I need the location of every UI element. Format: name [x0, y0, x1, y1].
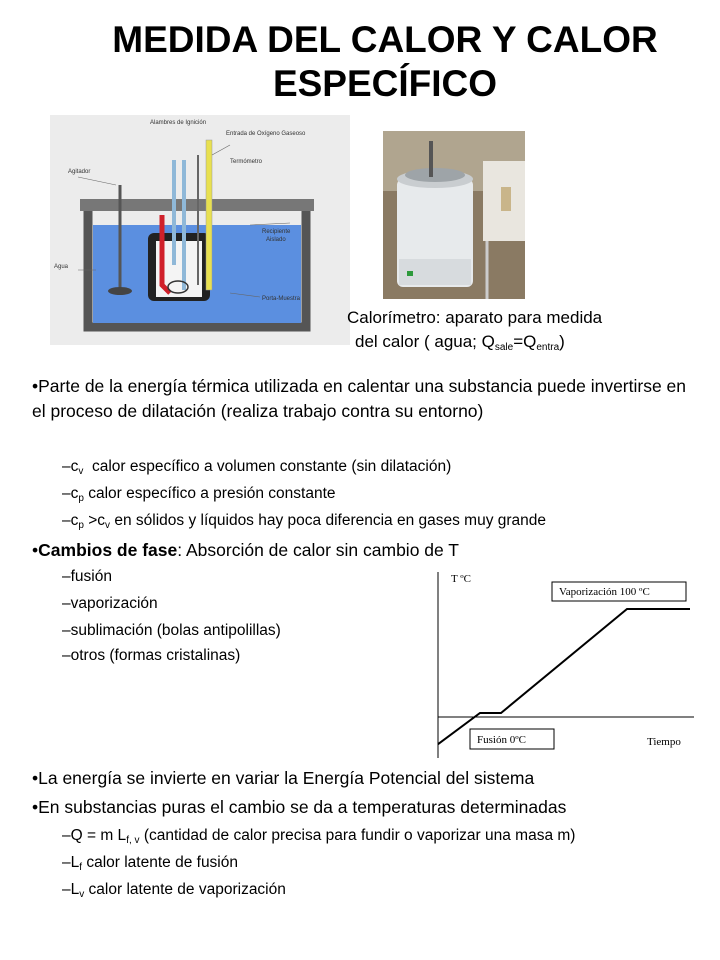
label-recipiente-2: Aislado: [266, 237, 286, 243]
caption-text-b: =Q: [513, 332, 537, 351]
calorimeter-photo: [383, 131, 525, 299]
phase-sublimacion: –sublimación (bolas antipolillas): [62, 622, 281, 639]
cpcv-pre: –c: [62, 512, 79, 529]
sub-item-cp: [62, 484, 336, 504]
page-title: [0, 18, 720, 106]
label-alambres: Alambres de Ignición: [150, 120, 207, 126]
phase-otros: –otros (formas cristalinas): [62, 647, 241, 664]
label-termometro: Termómetro: [230, 159, 263, 165]
q-text: (cantidad de calor precisa para fundir o vaporizar una masa m): [139, 827, 576, 844]
vaporizacion-label: Vaporización 100 ºC: [559, 586, 650, 598]
bullet-dilatacion: •Parte de la energía térmica utilizada en calentar una substancia puede invertirse en el proceso de dilatación (realiza trabajo contra su entorno): [32, 376, 687, 421]
x-axis-label: Tiempo: [647, 736, 681, 748]
label-porta-muestra: Porta-Muestra: [262, 296, 301, 302]
y-axis-label: T ºC: [451, 573, 472, 585]
caption-text-a: del calor ( agua; Q: [355, 332, 495, 351]
bullet-energia-potencial: •La energía se invierte en variar la Energía Potencial del sistema: [32, 768, 535, 788]
caption-sub-entra: entra: [536, 342, 560, 353]
label-recipiente-1: Recipiente: [262, 229, 291, 235]
caption-line-2: [347, 330, 707, 354]
caption-sub-sale: sale: [494, 342, 514, 353]
bullet-substancias-puras: •En substancias puras el cambio se da a temperaturas determinadas: [32, 797, 567, 817]
sub-item-lv: [62, 880, 286, 900]
lf-sub: f: [79, 862, 83, 873]
fusion-label: Fusión 0ºC: [477, 734, 526, 746]
cpcv-mid: >c: [83, 512, 106, 529]
label-agitador: Agitador: [68, 169, 91, 175]
phase-fusion: –fusión: [62, 568, 112, 585]
cp-text: calor específico a presión constante: [83, 485, 336, 502]
lv-text: calor latente de vaporización: [84, 881, 286, 898]
cp-pre: –c: [62, 485, 79, 502]
cpcv-text: en sólidos y líquidos hay poca diferencia en gases muy grande: [110, 512, 547, 529]
title-line-1: MEDIDA DEL CALOR Y CALOR: [112, 19, 658, 60]
q-sub: f, v: [126, 835, 140, 846]
calorimeter-diagram: [50, 115, 350, 345]
lf-pre: –L: [62, 854, 80, 871]
q-pre: –Q = m L: [62, 827, 127, 844]
lv-pre: –L: [62, 881, 80, 898]
title-line-2: ESPECÍFICO: [272, 63, 498, 104]
cpcv-sub-v: v: [105, 520, 111, 531]
label-agua: Agua: [54, 264, 69, 270]
phase-change-chart: [426, 566, 700, 758]
phase-vaporizacion: –vaporización: [62, 595, 158, 612]
bullet-cambios-fase: •Cambios de fase: Absorción de calor sin cambio de T: [32, 540, 459, 560]
heating-curve-line: [438, 609, 690, 744]
cpcv-sub-p: p: [78, 520, 84, 531]
cp-sub: p: [78, 493, 84, 504]
lf-text: calor latente de fusión: [82, 854, 238, 871]
sub-item-q: [62, 826, 575, 846]
label-entrada: Entrada de Oxígeno Gaseoso: [226, 131, 306, 137]
photo-caption: [347, 306, 707, 354]
sub-item-lf: [62, 853, 238, 873]
sub-item-cp-cv: [62, 511, 546, 531]
cv-text: calor específico a volumen constante (sin dilatación): [83, 458, 452, 475]
cambios-fase-text: : Absorción de calor sin cambio de T: [177, 540, 459, 560]
cv-pre: –c: [62, 458, 79, 475]
sub-item-cv: [62, 457, 451, 477]
cv-sub: v: [78, 466, 84, 477]
cambios-fase-bold: Cambios de fase: [38, 540, 178, 560]
caption-text-c: ): [559, 332, 565, 351]
lv-sub: v: [79, 889, 85, 900]
caption-line-1: Calorímetro: aparato para medida: [347, 308, 603, 327]
